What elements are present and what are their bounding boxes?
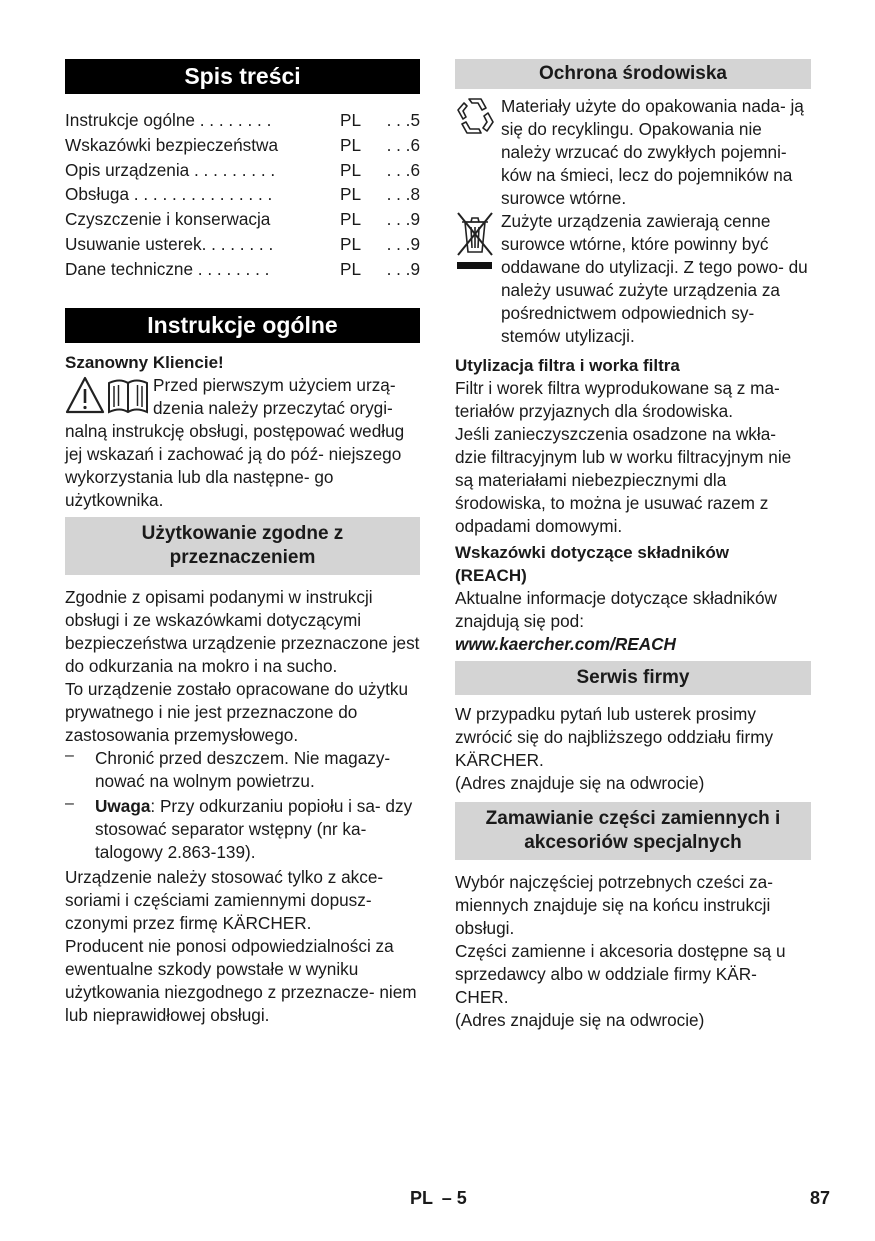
toc-page: . . .9 xyxy=(386,258,420,279)
parts-p3: (Adres znajduje się na odwrocie) xyxy=(455,1010,705,1030)
bullet-ash xyxy=(95,795,420,864)
toc-title: Spis treści xyxy=(65,59,420,94)
toc-page: . . .5 xyxy=(386,110,420,130)
warning-label: Uwaga xyxy=(95,795,151,816)
crossed-bin-icon xyxy=(455,210,501,348)
intended-use-p2: To urządzenie zostało opracowane do użytku prywatnego i nie jest przeznaczone do zastosowania przemysłowego. xyxy=(65,678,409,745)
table-of-contents xyxy=(65,108,420,282)
bullet-dash: – xyxy=(65,746,74,764)
recycling-note xyxy=(455,95,811,210)
toc-page: . . .6 xyxy=(386,134,420,155)
parts-p1: Wybór najczęściej potrzebnych cześci za- miennych znajduje się na końcu instrukcji obsługi. xyxy=(455,872,773,938)
intro-warning xyxy=(65,374,420,420)
toc-page: . . .6 xyxy=(386,159,420,180)
greeting: Szanowny Kliencie! xyxy=(65,352,224,372)
parts-p2: Części zamienne i akcesoria dostępne są u sprzedawcy albo w oddziale firmy KÄR- CHER. xyxy=(455,941,786,1007)
toc-lang: PL xyxy=(340,110,362,130)
filter-title: Utylizacja filtra i worka filtra xyxy=(455,356,680,375)
footer-local-page: – 5 xyxy=(441,1188,467,1208)
toc-page: . . .8 xyxy=(386,184,420,205)
list-item xyxy=(65,747,420,793)
table-row xyxy=(65,257,420,282)
toc-lang: PL xyxy=(340,134,362,155)
toc-lang: PL xyxy=(340,209,362,230)
intro-line-1: Przed pierwszym użyciem urzą- xyxy=(153,374,396,395)
recycling-text: Materiały użyte do opakowania nada- ją się do recyklingu. Opakowania nie należy wrzucać do zwykłych pojemni- ków na śmieci, lecz do pojemników na surowce wtórne. xyxy=(501,96,804,208)
parts-title: Zamawianie części zamiennych i akcesoriów specjalnych xyxy=(455,802,811,860)
toc-lang: PL xyxy=(340,184,362,205)
bullet-rain: Chronić przed deszczem. Nie magazy- nować na wolnym powietrzu. xyxy=(95,747,391,791)
intended-use-p3: Urządzenie należy stosować tylko z akce- soriami i częściami zamiennymi dopusz- czonymi przez firmę KÄRCHER. xyxy=(65,866,384,933)
toc-page: . . .9 xyxy=(386,233,420,254)
table-row xyxy=(65,232,420,257)
toc-lang: PL xyxy=(340,233,362,254)
environment-title: Ochrona środowiska xyxy=(455,59,811,89)
reach-text: Aktualne informacje dotyczące składników znajdują się pod: xyxy=(455,588,777,631)
reach-link[interactable]: www.kaercher.com/REACH xyxy=(455,634,676,654)
list-item xyxy=(65,795,420,864)
footer-section xyxy=(410,1188,467,1209)
bullet-dash: – xyxy=(65,794,74,812)
toc-label: Dane techniczne . . . . . . . . xyxy=(65,258,270,279)
left-column xyxy=(65,59,420,1027)
intended-use-p1: Zgodnie z opisami podanymi w instrukcji obsługi i ze wskazówkami dotyczącymi bezpieczeństwa urządzenie przeznaczone jest do odkurzania na mokro i na sucho. xyxy=(65,586,420,676)
toc-label: Opis urządzenia . . . . . . . . . xyxy=(65,159,276,180)
page-number: 87 xyxy=(810,1188,831,1208)
toc-label: Wskazówki bezpieczeństwa xyxy=(65,134,279,155)
toc-label: Usuwanie usterek. . . . . . . . xyxy=(65,233,274,254)
footer-section-label: PL xyxy=(410,1188,433,1208)
general-title: Instrukcje ogólne xyxy=(65,308,420,343)
reach-title: Wskazówki dotyczące składników (REACH) xyxy=(455,543,729,585)
toc-lang: PL xyxy=(340,159,362,180)
weee-text: Zużyte urządzenia zawierają cenne surowce wtórne, które powinny być oddawane do utylizacji. Z tego powo- du należy usuwać zużyte urządzenia za pośrednictwem odpowiednich sy- stemów utylizacji. xyxy=(501,211,808,346)
table-row xyxy=(65,158,420,183)
service-p1: W przypadku pytań lub usterek prosimy zwrócić się do najbliższego oddziału firmy KÄRCHER. xyxy=(455,704,774,770)
service-p2: (Adres znajduje się na odwrocie) xyxy=(455,773,705,793)
weee-note xyxy=(455,210,811,348)
intended-use-title: Użytkowanie zgodne z przeznaczeniem xyxy=(65,517,420,575)
filter-p1: Filtr i worek filtra wyprodukowane są z ma- teriałów przyjaznych dla środowiska. xyxy=(455,378,780,421)
intended-use-p4: Producent nie ponosi odpowiedzialności za ewentualne szkody powstałe w wyniku użytkowania niezgodnego z przeznacze- niem lub nieprawidłowej obsługi. xyxy=(65,935,417,1025)
intro-paragraph: nalną instrukcję obsługi, postępować według jej wskazań i zachować ją do póź- niejszego wykorzystania lub dla następne- go użytkownika. xyxy=(65,420,405,510)
right-column xyxy=(455,59,811,1032)
toc-label: Obsługa . . . . . . . . . . . . . . . xyxy=(65,184,273,205)
warning-book-icon xyxy=(65,374,153,420)
table-row xyxy=(65,108,420,133)
toc-page: . . .9 xyxy=(386,209,420,230)
intro-line-2: dzenia należy przeczytać orygi- xyxy=(153,397,393,418)
service-title: Serwis firmy xyxy=(455,661,811,695)
table-row xyxy=(65,207,420,232)
table-row xyxy=(65,133,420,158)
toc-label: Czyszczenie i konserwacja xyxy=(65,209,271,230)
filter-p2: Jeśli zanieczyszczenia osadzone na wkła- dzie filtracyjnym lub w worku filtracyjnym nie są materiałami niebezpiecznymi dla środowiska, to można je usuwać razem z odpadami domowymi. xyxy=(455,424,792,536)
bullet-ash-text: : Przy odkurzaniu popiołu i sa- dzy stosować separator wstępny (nr ka- talogowy 2.863-139). xyxy=(95,795,413,862)
toc-label: Instrukcje ogólne . . . . . . . . xyxy=(65,110,272,130)
toc-lang: PL xyxy=(340,258,362,279)
table-row xyxy=(65,182,420,207)
recycling-icon xyxy=(455,95,501,210)
